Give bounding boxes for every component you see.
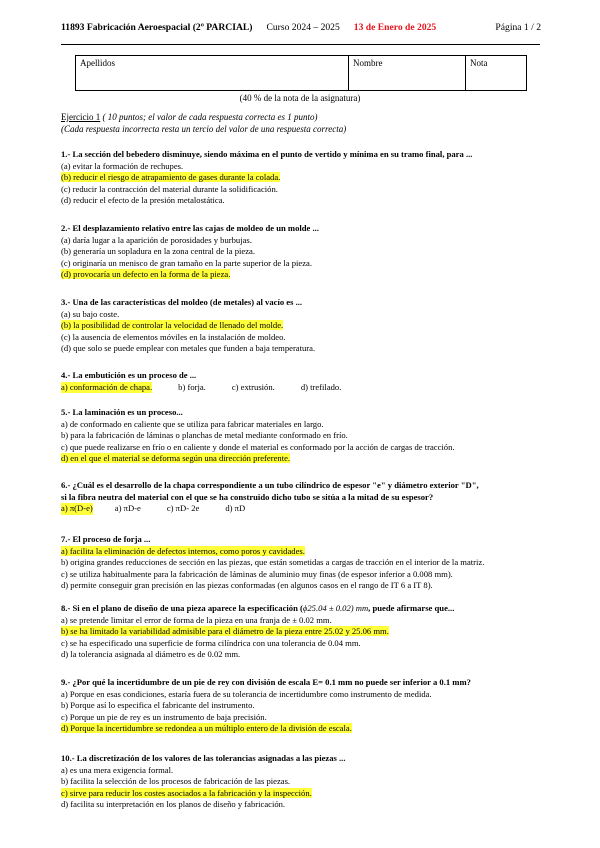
question-7 bbox=[61, 534, 546, 591]
answer-option[interactable]: a) se pretende limitar el error de forma de la pieza en una franja de ± 0.02 mm. bbox=[61, 615, 332, 626]
question-8 bbox=[61, 603, 546, 660]
question-5 bbox=[61, 407, 546, 464]
answer-option-correct[interactable]: a) conformación de chapa. bbox=[61, 382, 153, 393]
answer-option-correct[interactable]: a) π(D-e) bbox=[61, 503, 93, 514]
answer-option[interactable]: (b) generaría un sopladura en la zona central de la pieza. bbox=[61, 246, 255, 257]
answer-option[interactable]: b) forja. bbox=[178, 382, 206, 393]
answer-option[interactable]: c) extrusión. bbox=[231, 382, 275, 393]
question-title: 2.- El desplazamiento relativo entre las cajas de moldeo de un molde ... bbox=[61, 223, 319, 233]
name-field[interactable]: Nombre bbox=[349, 56, 466, 91]
grade-weight-note: (40 % de la nota de la asignatura) bbox=[239, 93, 361, 103]
question-title: 5.- La laminación es un proceso... bbox=[61, 407, 183, 417]
course-title: 11893 Fabricación Aeroespacial (2º PARCIAL) bbox=[61, 22, 253, 33]
answer-option[interactable]: (c) originaría un menisco de gran tamaño en la parte superior de la pieza. bbox=[61, 257, 313, 268]
question-title: 7.- El proceso de forja ... bbox=[61, 534, 151, 544]
answer-option[interactable]: (a) su bajo coste. bbox=[61, 309, 120, 320]
answer-option[interactable]: c) πD- 2e bbox=[166, 503, 200, 514]
question-9 bbox=[61, 677, 546, 734]
surname-field[interactable]: Apellidos bbox=[76, 56, 349, 91]
answer-option[interactable]: b) Porque así lo especifica el fabricante del instrumento. bbox=[61, 700, 255, 711]
answer-option[interactable]: (d) reducir el efecto de la presión metalostática. bbox=[61, 194, 225, 205]
question-10 bbox=[61, 753, 546, 810]
answer-option[interactable]: b) facilita la selección de los procesos de fabricación de las piezas. bbox=[61, 776, 291, 787]
answer-option-correct[interactable]: (b) reducir el riesgo de atrapamiento de gases durante la colada. bbox=[61, 172, 281, 183]
question-title: 9.- ¿Por qué la incertidumbre de un pie de rey con división de escala E= 0.1 mm no puede ser inferior a 0.1 mm? bbox=[61, 677, 471, 687]
exercise-label: Ejercicio 1 bbox=[61, 112, 101, 122]
answer-option-correct[interactable]: b) se ha limitado la variabilidad admisible para el diámetro de la pieza entre 25.02 y 25.06 mm. bbox=[61, 626, 389, 637]
question-title-continued: si la fibra neutra del material con el que se ha construido dicho tubo se sitúa a la mitad de su espesor? bbox=[61, 492, 434, 503]
grade-field: Nota bbox=[466, 56, 527, 91]
answer-option-correct[interactable]: d) en el que el material se deforma según una dirección preferente. bbox=[61, 452, 291, 463]
question-6 bbox=[61, 480, 546, 515]
header-divider bbox=[61, 44, 540, 45]
answer-option[interactable]: a) de conformado en caliente que se utiliza para fabricar materiales en largo. bbox=[61, 419, 324, 430]
answer-option[interactable]: d) permite conseguir gran precisión en las piezas conformadas (en algunos casos en el rango de IT 6 a IT 8). bbox=[61, 579, 433, 590]
question-title: 1.- La sección del bebedero disminuye, siendo máxima en el punto de vertido y mínima en su tramo final, para ... bbox=[61, 149, 473, 159]
answer-option[interactable]: d) πD bbox=[225, 503, 246, 514]
answer-option[interactable]: b) origina grandes reducciones de sección en las piezas, que están sometidas a cargas de tracción en el interior de la matriz. bbox=[61, 557, 485, 568]
question-title: 4.- La embutición es un proceso de ... bbox=[61, 370, 197, 380]
exam-date: 13 de Enero de 2025 bbox=[353, 22, 437, 33]
question-2 bbox=[61, 223, 546, 280]
student-id-table bbox=[75, 55, 527, 91]
answer-option[interactable]: c) que puede realizarse en frío o en caliente y donde el material es conformado por la acción de cargas de tracción. bbox=[61, 441, 455, 452]
question-title: 10.- La discretización de los valores de las tolerancias asignadas a las piezas ... bbox=[61, 753, 346, 763]
answer-option[interactable]: (c) reducir la contracción del material durante la solidificación. bbox=[61, 183, 278, 194]
answer-option-correct[interactable]: c) sirve para reducir los costes asociados a la fabricación y la inspección. bbox=[61, 787, 312, 798]
answer-option[interactable]: d) la tolerancia asignada al diámetro es de 0.02 mm. bbox=[61, 648, 241, 659]
page-header bbox=[61, 22, 541, 33]
answer-option[interactable]: (a) daría lugar a la aparición de porosidades y burbujas. bbox=[61, 235, 252, 246]
answer-option[interactable]: (c) la ausencia de elementos móviles en la instalación de moldeo. bbox=[61, 331, 286, 342]
answer-option[interactable]: a) Porque en esas condiciones, estaría fuera de su tolerancia de incertidumbre como instrumento de medida. bbox=[61, 689, 432, 700]
question-title: 3.- Una de las características del moldeo (de metales) al vacío es ... bbox=[61, 297, 303, 307]
question-title: 8.- Si en el plano de diseño de una pieza aparece la especificación (ϕ25.04 ± 0.02) mm, puede afirmarse que... bbox=[61, 603, 455, 613]
tolerance-spec: ϕ25.04 ± 0.02) mm bbox=[302, 603, 369, 613]
answer-option-correct[interactable]: d) Porque la incertidumbre se redondea a un múltiplo entero de la división de escala. bbox=[61, 722, 352, 733]
answer-option-correct[interactable]: a) facilita la eliminación de defectos internos, como poros y cavidades. bbox=[61, 546, 305, 557]
answer-option[interactable]: b) para la fabricación de láminas o planchas de metal mediante conformado en frío. bbox=[61, 430, 348, 441]
page-number: Página 1 / 2 bbox=[495, 22, 541, 33]
question-title: 6.- ¿Cuál es el desarrollo de la chapa correspondiente a un tubo cilíndrico de espesor "e" y diámetro exterior "D", bbox=[61, 480, 479, 490]
answer-option[interactable]: (a) evitar la formación de rechupes. bbox=[61, 161, 184, 172]
exercise-header bbox=[61, 111, 541, 135]
answer-option[interactable]: d) trefilado. bbox=[300, 382, 342, 393]
answer-option[interactable]: c) Porque un pie de rey es un instrumento de baja precisión. bbox=[61, 711, 267, 722]
answer-option-correct[interactable]: (d) provocaría un defecto en la forma de la pieza. bbox=[61, 268, 231, 279]
answer-option[interactable]: a) πD-e bbox=[114, 503, 141, 514]
answer-option[interactable]: a) es una mera exigencia formal. bbox=[61, 765, 174, 776]
question-3 bbox=[61, 297, 546, 354]
answer-option-correct[interactable]: (b) la posibilidad de controlar la velocidad de llenado del molde. bbox=[61, 320, 284, 331]
question-4 bbox=[61, 370, 546, 393]
exercise-penalty: (Cada respuesta incorrecta resta un tercio del valor de una respuesta correcta) bbox=[61, 124, 347, 134]
answer-option[interactable]: (d) que solo se puede emplear con metales que funden a baja temperatura. bbox=[61, 342, 316, 353]
answer-option[interactable]: c) se ha especificado una superficie de forma cilíndrica con una tolerancia de 0.04 mm. bbox=[61, 637, 361, 648]
answer-option[interactable]: c) se utiliza habitualmente para la fabricación de láminas de aluminio muy finas (de espesor inferior a 0.008 mm). bbox=[61, 568, 453, 579]
question-1 bbox=[61, 149, 546, 206]
exercise-points: ( 10 puntos; el valor de cada respuesta correcta es 1 punto) bbox=[102, 112, 318, 122]
academic-year: Curso 2024 – 2025 bbox=[266, 22, 340, 33]
answer-option[interactable]: d) facilita su interpretación en los planos de diseño y fabricación. bbox=[61, 798, 286, 809]
